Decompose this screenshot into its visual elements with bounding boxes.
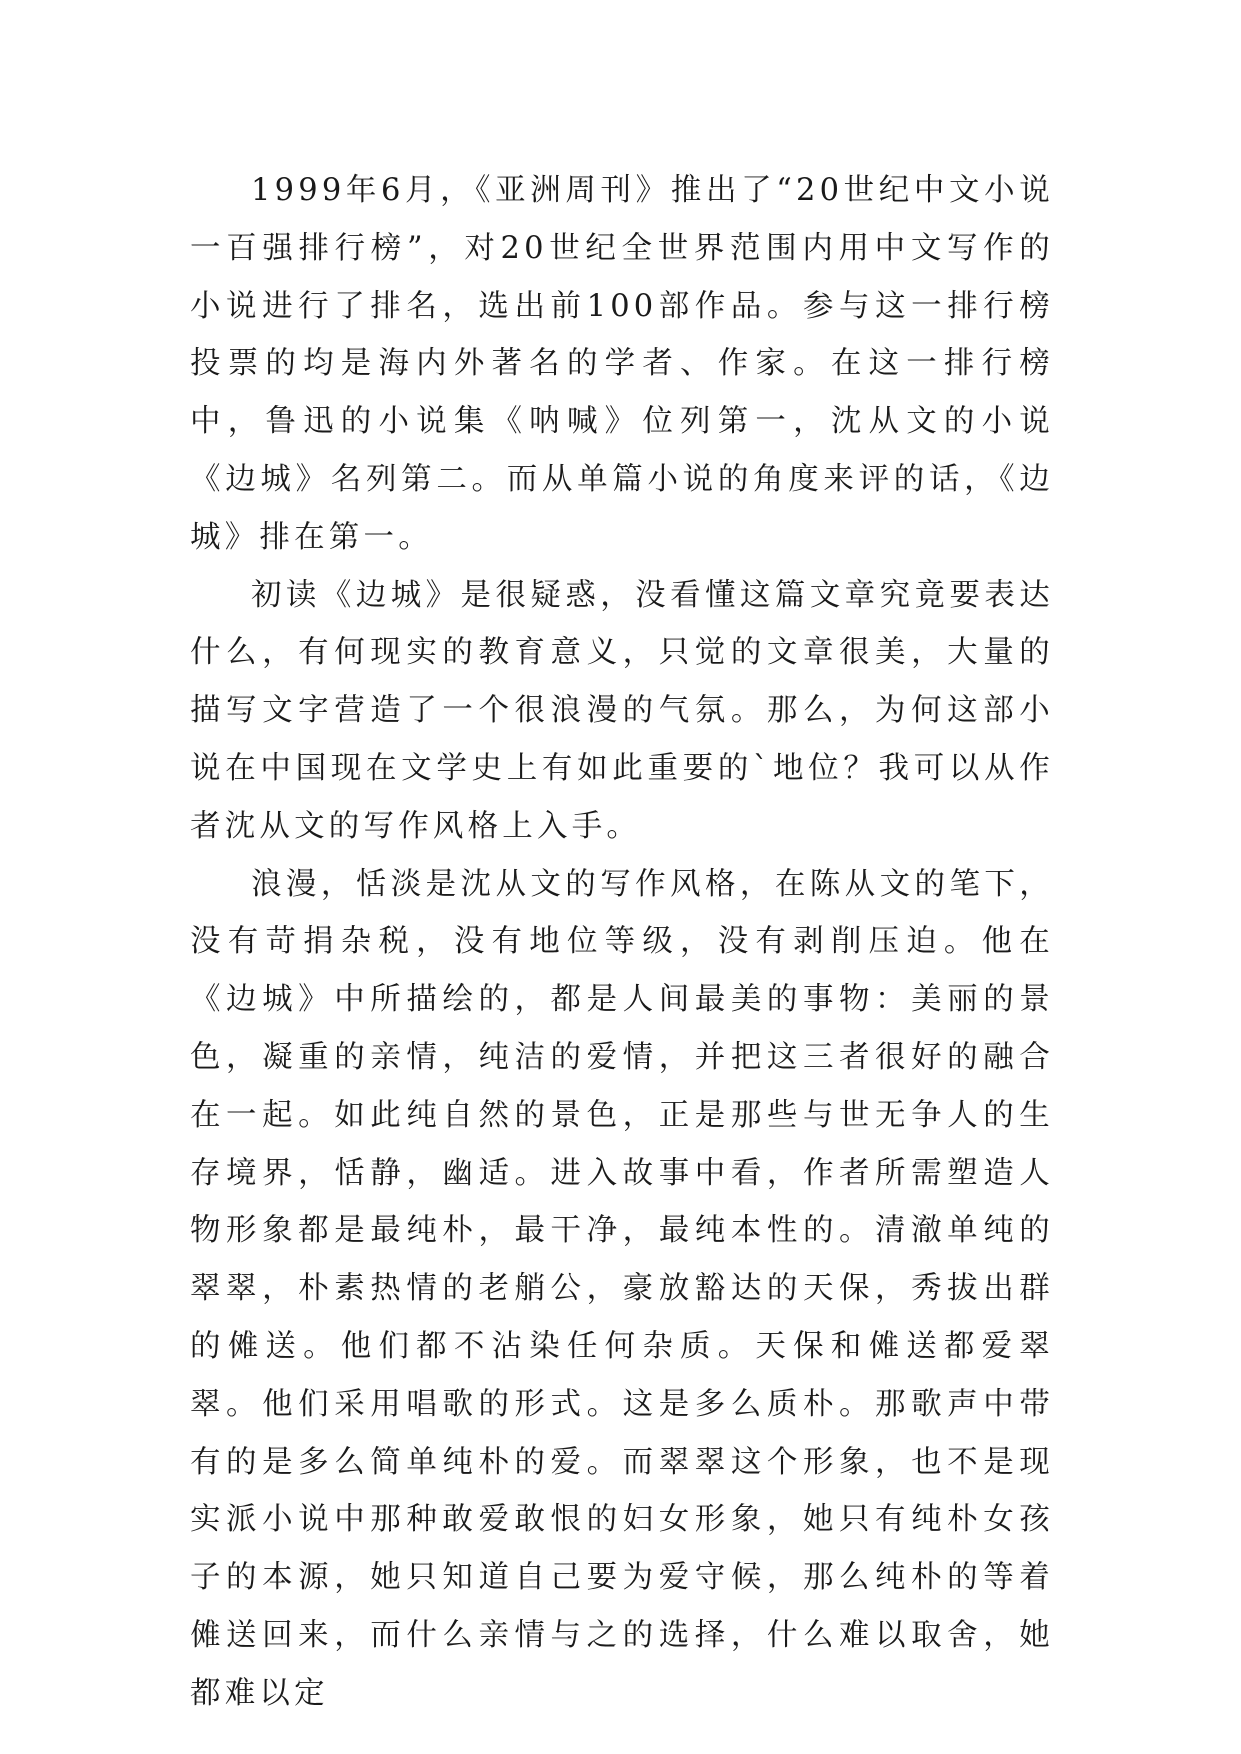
paragraph-3: 浪漫，恬淡是沈从文的写作风格，在陈从文的笔下，没有苛捐杂税，没有地位等级，没有剥削压迫。他在《边城》中所描绘的，都是人间最美的事物：美丽的景色，凝重的亲情，纯洁的爱情，并把这三者很好的融合在一起。如此纯自然的景色，正是那些与世无争人的生存境界，恬静，幽适。进入故事中看，作者所需塑造人物形象都是最纯朴，最干净，最纯本性的。清澈单纯的翠翠，朴素热情的老艄公，豪放豁达的天保，秀拔出群的傩送。他们都不沾染任何杂质。天保和傩送都爱翠翠。他们采用唱歌的形式。这是多么质朴。那歌声中带有的是多么简单纯朴的爱。而翠翠这个形象，也不是现实派小说中那种敢爱敢恨的妇女形象，她只有纯朴女孩子的本源，她只知道自己要为爱守候，那么纯朴的等着傩送回来，而什么亲情与之的选择，什么难以取舍，她都难以定	[190, 866, 1054, 1711]
document-body	[190, 162, 1054, 1723]
paragraph-2: 初读《边城》是很疑惑，没看懂这篇文章究竟要表达什么，有何现实的教育意义，只觉的文章很美，大量的描写文字营造了一个很浪漫的气氛。那么，为何这部小说在中国现在文学史上有如此重要的`地位？我可以从作者沈从文的写作风格上入手。	[190, 577, 1054, 844]
paragraph-1: 1999年6月，《亚洲周刊》推出了“20世纪中文小说一百强排行榜”，对20世纪全世界范围内用中文写作的小说进行了排名，选出前100部作品。参与这一排行榜投票的均是海内外著名的学者、作家。在这一排行榜中，鲁迅的小说集《呐喊》位列第一，沈从文的小说《边城》名列第二。而从单篇小说的角度来评的话，《边城》排在第一。	[190, 173, 1054, 555]
